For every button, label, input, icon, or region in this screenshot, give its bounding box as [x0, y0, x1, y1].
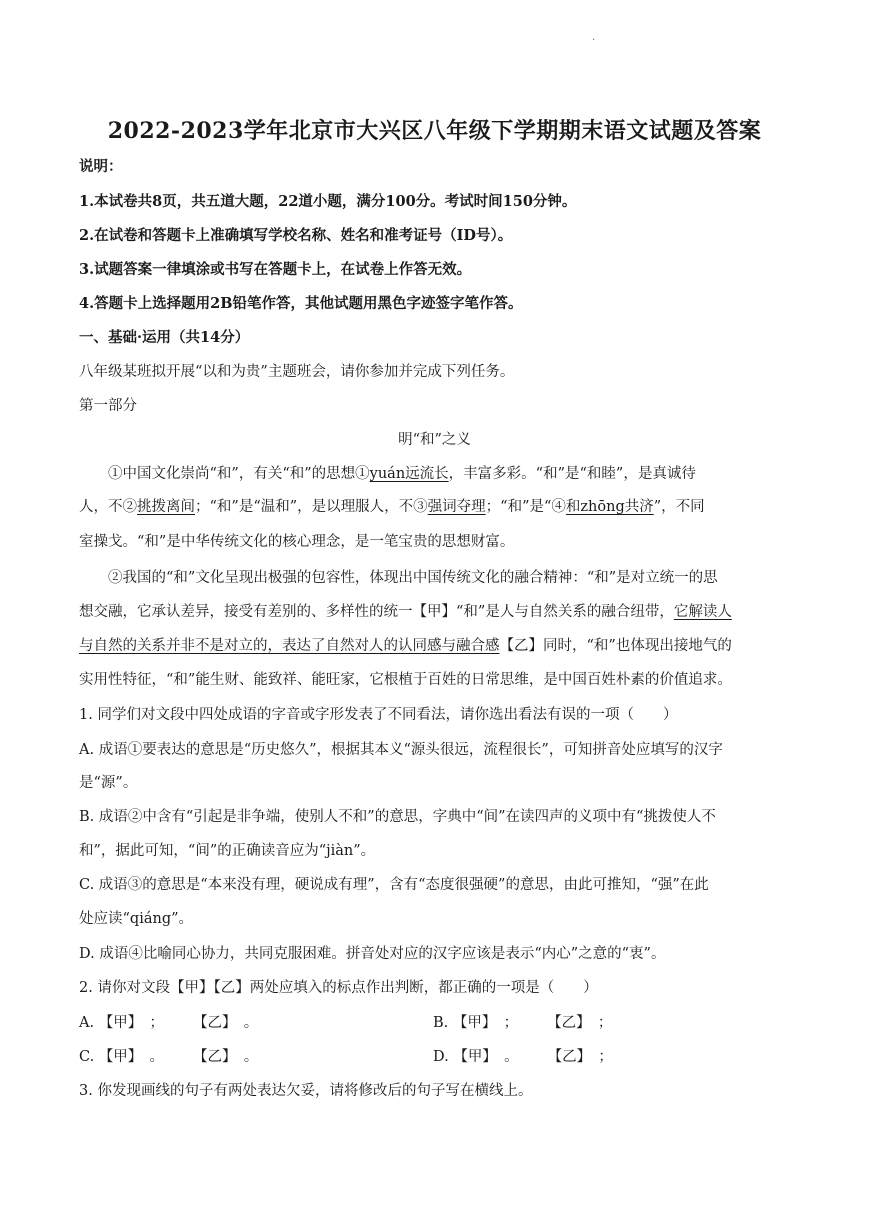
q2-option-c: C. 【甲】 。 【乙】 。	[79, 1049, 259, 1065]
text-span: ”，不同	[653, 499, 705, 515]
q1-option-c-line-1: C. 成语③的意思是“本来没有理，硬说成有理”，含有“态度很强硬”的意思，由此可推知，“强”在此	[79, 877, 709, 893]
text-span: ①中国文化崇尚“和”，有关“和”的思想①	[108, 466, 370, 482]
underlined-sentence: 它解读人	[673, 604, 732, 620]
q2-option-a: A. 【甲】 ； 【乙】 。	[79, 1015, 259, 1031]
text-span: 人，不②	[79, 499, 137, 515]
q2-option-b: B. 【甲】 ； 【乙】 ；	[433, 1015, 613, 1031]
p1-line-2	[79, 497, 797, 517]
q1-option-c-line-2: 处应读“qiáng”。	[79, 911, 194, 927]
p2-line-2	[79, 602, 797, 622]
passage-title: 明“和”之义	[398, 432, 471, 448]
p1-line-1	[79, 464, 797, 484]
text-span: ；“和”是“④	[485, 499, 566, 515]
text-span: 想交融，它承认差异，接受有差别的、多样性的统一【甲】“和”是人与自然关系的融合纽带，	[79, 604, 674, 620]
text-span: 【乙】同时，“和”也体现出接地气的	[499, 638, 732, 654]
document-title: 2022-2023学年北京市大兴区八年级下学期期末语文试题及答案	[107, 118, 762, 144]
p2-line-3	[79, 636, 797, 656]
q1-option-a-line-1: A. 成语①要表达的意思是“历史悠久”，根据其本义“源头很远，流程很长”，可知拼音处应填写的汉字	[79, 742, 723, 758]
note-1: 1.本试卷共8页，共五道大题，22道小题，满分100分。考试时间150分钟。	[79, 193, 577, 210]
underlined-idiom: 强词夺理	[427, 499, 486, 515]
q1-option-a-line-2: 是“源”。	[79, 775, 138, 791]
notes-heading: 说明：	[79, 158, 123, 175]
p1-line-3: 室操戈。“和”是中华传统文化的核心理念，是一笔宝贵的思想财富。	[79, 534, 515, 550]
underlined-sentence: 与自然的关系并非不是对立的，表达了自然对人的认同感与融合感	[79, 638, 500, 654]
q3-stem: 3. 你发现画线的句子有两处表达欠妥，请将修改后的句子写在横线上。	[79, 1083, 533, 1099]
q1-stem: 1. 同学们对文段中四处成语的字音或字形发表了不同看法，请你选出看法有误的一项（ ）	[79, 707, 678, 723]
text-span: ，丰富多彩。“和”是“和睦”，是真诚待	[448, 466, 696, 482]
header-dot: .	[592, 32, 596, 43]
q1-option-b-line-1: B. 成语②中含有“引起是非争端，使别人不和”的意思，字典中“间”在读四声的义项中有“挑拨使人不	[79, 809, 716, 825]
p2-line-1: ②我国的“和”文化呈现出极强的包容性，体现出中国传统文化的融合精神：“和”是对立统一的思	[108, 570, 718, 586]
q2-option-d: D. 【甲】 。 【乙】 ；	[433, 1049, 613, 1065]
underlined-idiom: yuán远流长	[369, 466, 449, 482]
underlined-idiom: 挑拨离间	[137, 499, 195, 515]
q1-option-d: D. 成语④比喻同心协力，共同克服困难。拼音处对应的汉字应该是表示“内心”之意的“衷”。	[79, 946, 666, 962]
p2-line-4: 实用性特征，“和”能生财、能致祥、能旺家，它根植于百姓的日常思维，是中国百姓朴素的价值追求。	[79, 672, 732, 688]
q2-stem: 2. 请你对文段【甲】【乙】两处应填入的标点作出判断，都正确的一项是（ ）	[79, 980, 598, 996]
note-3: 3.试题答案一律填涂或书写在答题卡上，在试卷上作答无效。	[79, 261, 472, 278]
part-label: 第一部分	[79, 398, 137, 414]
note-2: 2.在试卷和答题卡上准确填写学校名称、姓名和准考证号（ID号）。	[79, 227, 513, 244]
q1-option-b-line-2: 和”，据此可知，“间”的正确读音应为“jiàn”。	[79, 843, 376, 859]
text-span: ；“和”是“温和”，是以理服人，不③	[195, 499, 428, 515]
intro-text: 八年级某班拟开展“以和为贵”主题班会，请你参加并完成下列任务。	[79, 364, 515, 380]
section1-heading: 一、基础·运用（共14分）	[79, 329, 250, 346]
underlined-idiom: 和zhōng共济	[565, 499, 654, 515]
note-4: 4.答题卡上选择题用2B铅笔作答，其他试题用黑色字迹签字笔作答。	[79, 295, 523, 312]
